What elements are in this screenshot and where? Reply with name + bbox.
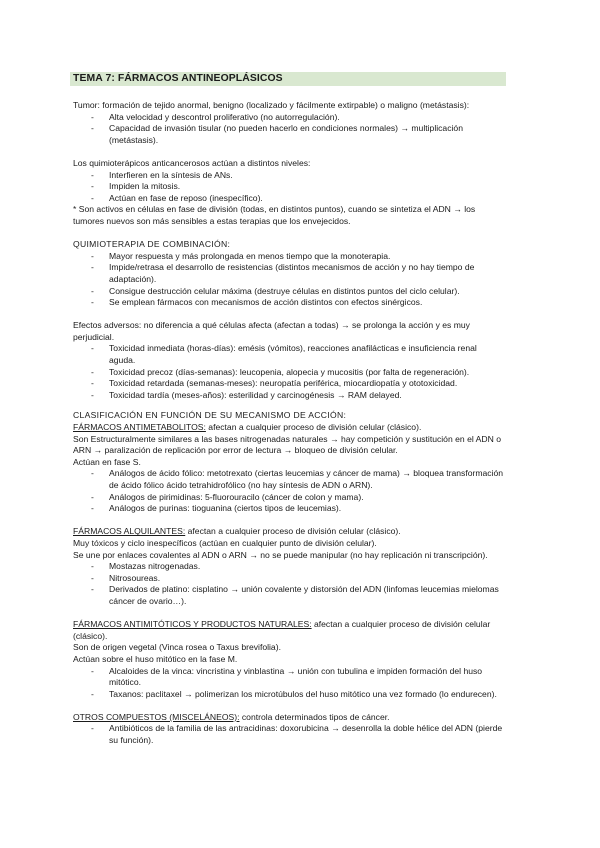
list-item: - Impide/retrasa el desarrollo de resistencias (distintos mecanismos de acción y no hay tiempo de adaptación). xyxy=(73,262,505,285)
quimio-note: * Son activos en células en fase de división (todas, en distintos puntos), cuando se sintetiza el ADN → los tumores nuevos son más sensibles a estas terapias que los envejecidos. xyxy=(73,204,476,226)
combinacion-heading: QUIMIOTERAPIA DE COMBINACIÓN: xyxy=(73,239,231,250)
otros-label: OTROS COMPUESTOS (MISCELÁNEOS): xyxy=(73,711,240,722)
alquilantes-line xyxy=(73,526,505,538)
list-item: - Actúan en fase de reposo (inespecífico). xyxy=(73,193,505,205)
list-item: - Toxicidad retardada (semanas-meses): neuropatía periférica, miocardiopatía y ototoxicidad. xyxy=(73,378,505,390)
antimitoticos-desc: afectan a cualquier proceso de división celular (clásico). xyxy=(73,619,491,641)
otros-list xyxy=(73,723,505,746)
antimetabolitos-line xyxy=(73,422,505,434)
antimitoticos-line xyxy=(73,619,505,642)
page-title: TEMA 7: FÁRMACOS ANTINEOPLÁSICOS xyxy=(73,73,283,84)
alquilantes-line3: Se une por enlaces covalentes al ADN o ARN → no se puede manipular (no hay replicación ni transcripción). xyxy=(73,549,488,560)
tumor-intro: Tumor: formación de tejido anormal, benigno (localizado y fácilmente extirpable) o maligno (metástasis): xyxy=(73,100,470,110)
list-item: - Impiden la mitosis. xyxy=(73,181,505,193)
list-item: - Nitrosoureas. xyxy=(73,573,505,585)
antimitoticos-line3: Actúan sobre el huso mitótico en la fase M. xyxy=(73,653,238,664)
list-item: - Interfieren en la síntesis de ANs. xyxy=(73,170,505,182)
tumor-list xyxy=(73,112,505,147)
antimitoticos-list xyxy=(73,666,505,701)
antimetabolitos-line2: Son Estructuralmente similares a las bases nitrogenadas naturales → hay competición y sustitución en el ADN o ARN → paralización de replicación por error de lectura → bloqueo de división celular. xyxy=(73,433,501,456)
list-item: - Alta velocidad y descontrol proliferativo (no autorregulación). xyxy=(73,112,505,124)
antimetabolitos-list xyxy=(73,468,505,514)
list-item: - Capacidad de invasión tisular (no pueden hacerlo en condiciones normales) → multiplicación (metástasis). xyxy=(73,123,505,146)
list-item: - Se emplean fármacos con mecanismos de acción distintos con efectos sinérgicos. xyxy=(73,297,505,309)
list-item: - Análogos de purinas: tioguanina (ciertos tipos de leucemias). xyxy=(73,503,505,515)
quimio-list xyxy=(73,170,505,205)
list-item: - Taxanos: paclitaxel → polimerizan los microtúbulos del huso mitótico una vez formado (lo endurecen). xyxy=(73,689,505,701)
antimetabolitos-line3: Actúan en fase S. xyxy=(73,456,141,467)
otros-desc: controla determinados tipos de cáncer. xyxy=(239,711,390,722)
alquilantes-desc: afectan a cualquier proceso de división celular (clásico). xyxy=(185,526,401,537)
document-body xyxy=(73,100,505,747)
list-item: - Consigue destrucción celular máxima (destruye células en distintos puntos del ciclo celular). xyxy=(73,286,505,298)
list-item: - Mayor respuesta y más prolongada en menos tiempo que la monoterapia. xyxy=(73,251,505,263)
antimitoticos-line2: Son de origen vegetal (Vinca rosea o Taxus brevifolia). xyxy=(73,642,281,653)
combinacion-list xyxy=(73,251,505,309)
alquilantes-label: FÁRMACOS ALQUILANTES: xyxy=(73,526,186,537)
clasificacion-heading: CLASIFICACIÓN EN FUNCIÓN DE SU MECANISMO DE ACCIÓN: xyxy=(73,410,347,421)
antimetabolitos-label: FÁRMACOS ANTIMETABOLITOS: xyxy=(73,422,206,433)
list-item: - Toxicidad inmediata (horas-días): emésis (vómitos), reacciones anafilácticas e insuficiencia renal aguda. xyxy=(73,343,505,366)
alquilantes-list xyxy=(73,561,505,607)
adversos-list xyxy=(73,343,505,401)
list-item: - Mostazas nitrogenadas. xyxy=(73,561,505,573)
adversos-intro: Efectos adversos: no diferencia a qué células afecta (afectan a todas) → se prolonga la acción y es muy perjudicial. xyxy=(73,320,470,342)
antimetabolitos-desc: afectan a cualquier proceso de división celular (clásico). xyxy=(205,422,422,433)
antimitoticos-label: FÁRMACOS ANTIMITÓTICOS Y PRODUCTOS NATURALES: xyxy=(73,619,312,630)
list-item: - Análogos de ácido fólico: metotrexato (ciertas leucemias y cáncer de mama) → bloquea transformación de ácido fólico ácido tetrahidrofólico (no hay síntesis de ADN o ARN). xyxy=(73,468,505,491)
list-item: - Análogos de pirimidinas: 5-fluorouracilo (cáncer de colon y mama). xyxy=(73,492,505,504)
list-item: - Toxicidad precoz (días-semanas): leucopenia, alopecia y mucositis (por falta de regeneración). xyxy=(73,367,505,379)
list-item: - Toxicidad tardía (meses-años): esterilidad y carcinogénesis → RAM delayed. xyxy=(73,390,505,402)
list-item: - Derivados de platino: cisplatino → unión covalente y distorsión del ADN (linfomas leucemias mielomas cáncer de ovario…). xyxy=(73,584,505,607)
list-item: - Alcaloides de la vinca: vincristina y vinblastina → unión con tubulina e impiden formación del huso mitótico. xyxy=(73,666,505,689)
alquilantes-line2: Muy tóxicos y ciclo inespecíficos (actúan en cualquier punto de división celular). xyxy=(73,537,377,548)
quimio-intro: Los quimioterápicos anticancerosos actúan a distintos niveles: xyxy=(73,157,311,168)
otros-line xyxy=(73,712,505,724)
list-item: - Antibióticos de la familia de las antracidinas: doxorubicina → desenrolla la doble hélice del ADN (pierde su función). xyxy=(73,723,505,746)
